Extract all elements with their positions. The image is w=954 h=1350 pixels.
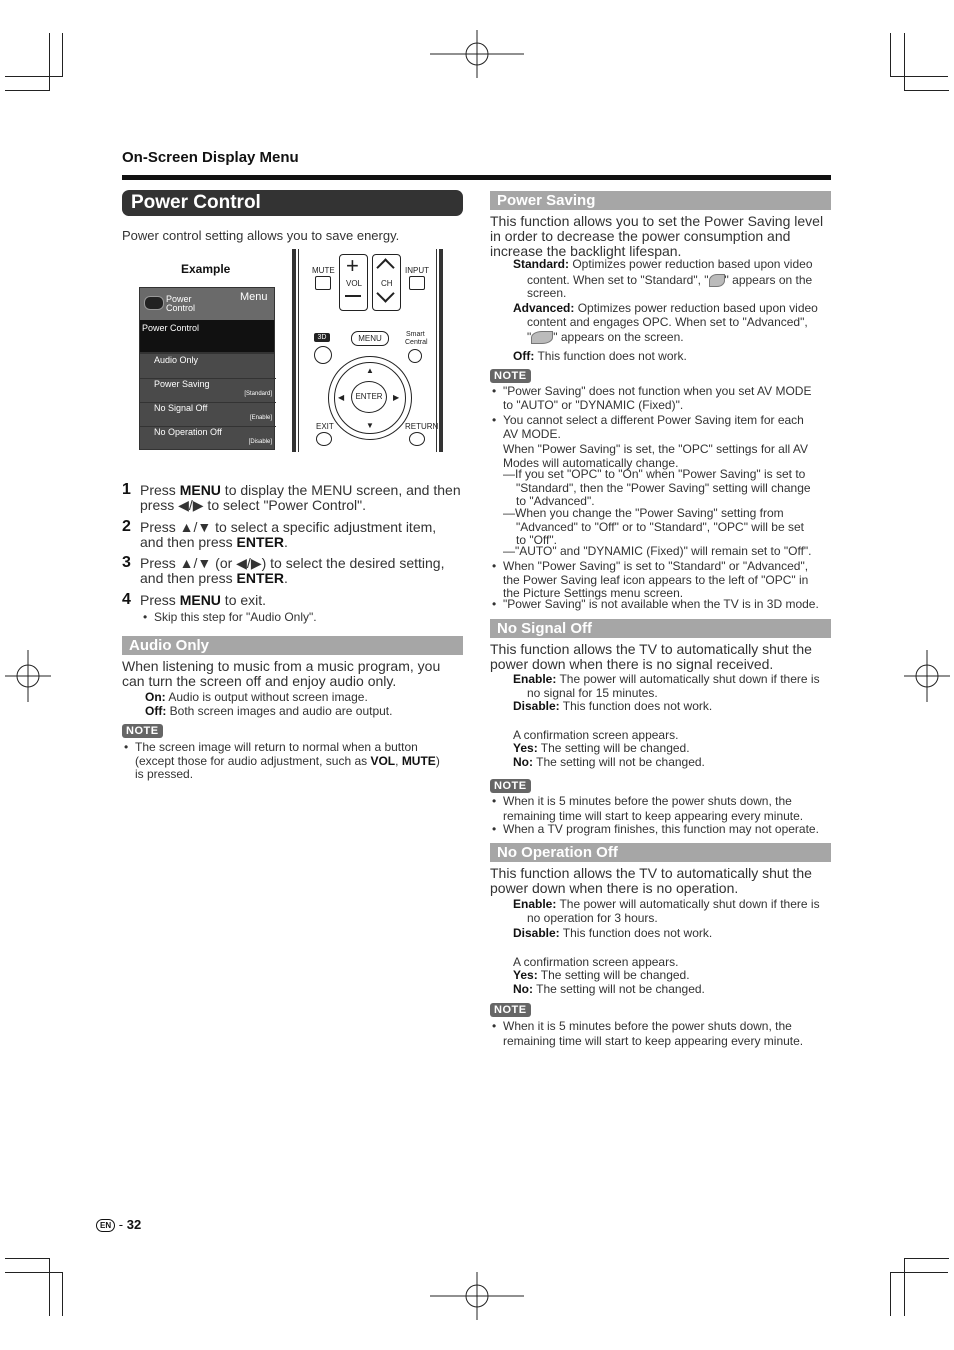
step-3 [140,556,470,586]
central-label: Central [405,339,428,346]
step-text: . [283,534,288,550]
menu-item-no-operation-off [140,426,276,450]
option-text: Optimizes power reduction based upon video [569,257,813,271]
mute-button [315,276,331,290]
desc-line: power down when there is no operation. [490,880,739,896]
ch-label: CH [381,279,393,288]
ps-note-1 [503,385,838,412]
page-title-text: Power Control [131,192,261,213]
ns-note-2: • When a TV program finishes, this function may not operate. [503,823,838,837]
option-label: Yes: [513,968,538,982]
option-text: The power will automatically shut down if there is [556,672,820,686]
menu-item-value: [Disable] [248,439,272,445]
step-text: press ◀/▶ to select "Power Control". [140,497,366,513]
vol-rocker [339,254,368,311]
note-line [135,755,470,769]
menu-item-value: [Enable] [249,415,272,421]
power-saving-standard [513,258,835,301]
ps-dash-1 [503,468,838,509]
header-rule [122,175,831,180]
option-label: No: [513,754,533,769]
option-text: screen. [527,286,567,300]
no-signal-off-header: No Signal Off [490,619,831,638]
arrow-right-icon: ▶ [393,393,400,402]
option-label: Off: [513,349,535,363]
option-label: Advanced: [513,301,575,315]
option-text: Both screen images and audio are output. [166,703,393,718]
option-label: No: [513,981,533,996]
ps-note-3 [503,560,838,601]
dpad-ring [328,356,412,440]
option-text: This function does not work. [534,349,687,363]
option-label: Enable: [513,672,557,686]
registration-mark-bottom [430,1272,524,1320]
option-text: no signal for 15 minutes. [527,685,658,700]
step-1 [140,483,470,513]
option-text: This function does not work. [559,699,713,713]
note-line: AV MODE. [503,426,561,441]
option-text: " [527,330,532,344]
desc-line: increase the backlight lifespan. [490,243,682,259]
example-label: Example [181,262,231,276]
step-text: and then press [140,534,237,550]
ns-note-1 [503,795,838,823]
no-operation-options [513,898,838,996]
option-label: Disable: [513,926,560,940]
step-text: to display the MENU screen, and then [220,482,461,498]
note-line: • When it is 5 minutes before the power shuts down, the [503,1019,792,1033]
input-label: INPUT [405,266,429,275]
enter-label: ENTER [355,392,383,401]
note-line: the Power Saving leaf icon appears to the left of "OPC" in [503,572,809,587]
option-label: Enable: [513,897,557,911]
step-number: 1 [122,481,131,498]
smart-central-button [408,349,422,363]
note-line: —When you change the "Power Saving" setting from [503,506,784,520]
menu-item-audio-only [140,354,276,379]
option-label: Disable: [513,699,560,713]
remote-control [292,249,444,452]
skip-note: • Skip this step for "Audio Only". [154,611,317,625]
registration-mark-right [904,650,950,702]
step-text: Press [140,592,180,608]
3d-circle-button [314,346,332,364]
note-line: When "Power Saving" is set, the "OPC" settings for all AV [503,442,808,456]
note-line: "Advanced" to "Off" or to "Standard", "OPC" will be set [516,519,804,534]
menu-selected-row [140,320,274,352]
menu-item-value: [Standard] [244,391,272,397]
arrow-up-icon: ▲ [366,366,374,375]
exit-label: EXIT [316,422,334,431]
desc-line: This function allows you to set the Power Saving level [490,213,824,229]
plus-icon: + [346,253,359,278]
step-4 [140,593,470,608]
note-badge: NOTE [490,1003,531,1017]
step-number: 3 [122,554,131,571]
option-text: The setting will not be changed. [533,981,705,996]
no-note-1 [503,1020,838,1048]
menu-item-label: Power Saving [154,379,210,389]
option-label: On: [145,690,166,704]
step-2 [140,520,470,550]
page-footer [96,1217,141,1232]
step-key: ENTER [236,534,284,550]
menu-item-power-saving [140,378,276,403]
step-text: . [283,570,288,586]
confirm-text: A confirmation screen appears. [513,727,679,742]
audio-only-header: Audio Only [122,636,463,655]
note-line: —If you set "OPC" to "On" when "Power Saving" is set to [503,467,806,481]
ps-dash-3: —"AUTO" and "DYNAMIC (Fixed)" will remain set to "Off". [503,544,812,558]
note-line: • The screen image will return to normal when a button [135,740,418,754]
language-badge: EN [96,1219,115,1232]
note-line: remaining time will start to keep appearing every minute. [503,808,804,823]
ps-note-2 [503,414,838,470]
3d-button [314,333,330,342]
intro-text: Power control setting allows you to save energy. [122,228,400,243]
leaf-icon [709,274,725,287]
note-badge: NOTE [122,724,163,738]
step-text: and then press [140,570,237,586]
desc-line: This function allows the TV to automatically shut the [490,865,812,881]
desc-line: in order to decrease the power consumption and [490,228,791,244]
step-text: Press ▲/▼ (or ◀/▶) to select the desired setting, [140,555,445,571]
step-key: MENU [179,482,221,498]
option-text: Optimizes power reduction based upon video [574,301,818,315]
page-separator: - [118,1217,124,1232]
page-title [122,190,463,216]
no-operation-off-header: No Operation Off [490,843,831,862]
registration-mark-top [430,30,524,78]
menu-item-label: Audio Only [154,355,199,365]
arrow-left-icon: ◀ [338,393,345,402]
option-text: " appears on the screen. [553,330,684,344]
note-line: to "Off". [516,533,557,547]
note-badge: NOTE [490,779,531,793]
power-saving-desc [490,214,835,259]
chevron-up-icon [376,258,394,276]
menu-header-control: Control [166,303,196,313]
option-text: The setting will be changed. [537,968,690,982]
return-button [409,432,425,446]
option-text: no operation for 3 hours. [527,910,658,925]
note-badge: NOTE [490,369,531,383]
menu-item-no-signal-off [140,402,276,427]
page-number: 32 [126,1217,142,1232]
minus-icon [345,295,361,297]
menu-item-label: No Signal Off [154,403,208,413]
step-number: 4 [122,591,131,608]
option-text: content and engages OPC. When set to "Advanced", [527,314,808,329]
note-line: • "Power Saving" does not function when you set AV MODE [503,384,812,398]
power-saving-advanced [513,302,835,345]
menu-header [140,288,274,320]
ps-dash-2 [503,507,838,548]
3d-label: 3D [317,334,327,341]
option-text: The setting will not be changed. [533,754,705,769]
note-text: (except those for audio adjustment, such as [135,753,371,768]
no-signal-desc [490,642,835,672]
desc-line: This function allows the TV to automatically shut the [490,641,812,657]
ch-rocker [372,254,401,311]
note-line: • When "Power Saving" is set to "Standard" or "Advanced", [503,559,809,573]
step-number: 2 [122,518,131,535]
note-line: "Standard", then the "Power Saving" setting will change [516,480,811,495]
audio-only-note [135,741,470,782]
step-text: Press [140,482,180,498]
option-text: " appears on the [724,272,813,287]
note-line: • When it is 5 minutes before the power shuts down, the [503,794,792,808]
power-plug-icon [144,296,164,310]
option-off [145,705,392,719]
option-on [145,691,392,705]
desc-line: power down when there is no signal received. [490,656,774,672]
note-line: Modes will automatically change. [503,455,679,470]
option-text: The setting will be changed. [537,741,690,755]
note-key: VOL [370,753,396,768]
note-text: ) [435,753,440,768]
option-label: Yes: [513,741,538,755]
note-line: to "AUTO" or "DYNAMIC (Fixed)". [503,397,684,412]
menu-header-power: Power [166,294,192,304]
note-line: to "Advanced". [516,494,595,508]
arrow-down-icon: ▼ [366,421,374,430]
note-line: is pressed. [135,767,194,781]
option-text: This function does not work. [559,926,713,940]
note-text: , [395,753,402,768]
ps-note-4: • "Power Saving" is not available when the TV is in 3D mode. [503,598,838,612]
power-saving-header: Power Saving [490,191,831,210]
note-line: remaining time will start to keep appearing every minute. [503,1033,804,1048]
input-button [409,276,425,290]
menu-item-label: No Operation Off [154,427,222,437]
option-text: Audio is output without screen image. [165,690,368,704]
note-line: • You cannot select a different Power Saving item for each [503,413,804,427]
double-leaf-icon [531,331,553,344]
option-label: Standard: [513,257,570,271]
no-signal-options [513,673,838,769]
enter-button [351,381,387,413]
power-saving-off [513,350,687,364]
option-text: content. When set to "Standard", " [527,272,709,287]
section-heading: On-Screen Display Menu [122,149,299,166]
return-label: RETURN [405,422,439,431]
vol-label: VOL [346,279,363,288]
option-text: The power will automatically shut down if there is [556,897,820,911]
note-line: the Picture Settings menu screen. [503,586,684,600]
step-key: ENTER [236,570,284,586]
no-operation-desc [490,866,835,896]
desc-line: When listening to music from a music program, you [122,658,441,674]
example-menu-screen [139,287,275,450]
smart-label: Smart [406,331,425,338]
audio-only-options [145,691,392,718]
step-text: to exit. [220,592,267,608]
exit-button [316,432,332,446]
option-label: Off: [145,703,167,718]
mute-label: MUTE [312,266,335,275]
audio-only-desc [122,659,467,689]
note-key: MUTE [401,753,436,768]
registration-mark-left [5,650,51,702]
menu-label: MENU [358,334,382,343]
step-text: Press ▲/▼ to select a specific adjustment item, [140,519,437,535]
menu-button [351,331,389,346]
desc-line: can turn the screen off and enjoy audio only. [122,673,397,689]
menu-selected-label: Power Control [142,323,200,333]
step-key: MENU [179,592,221,608]
menu-header-menu: Menu [240,291,268,303]
confirm-text: A confirmation screen appears. [513,954,679,969]
